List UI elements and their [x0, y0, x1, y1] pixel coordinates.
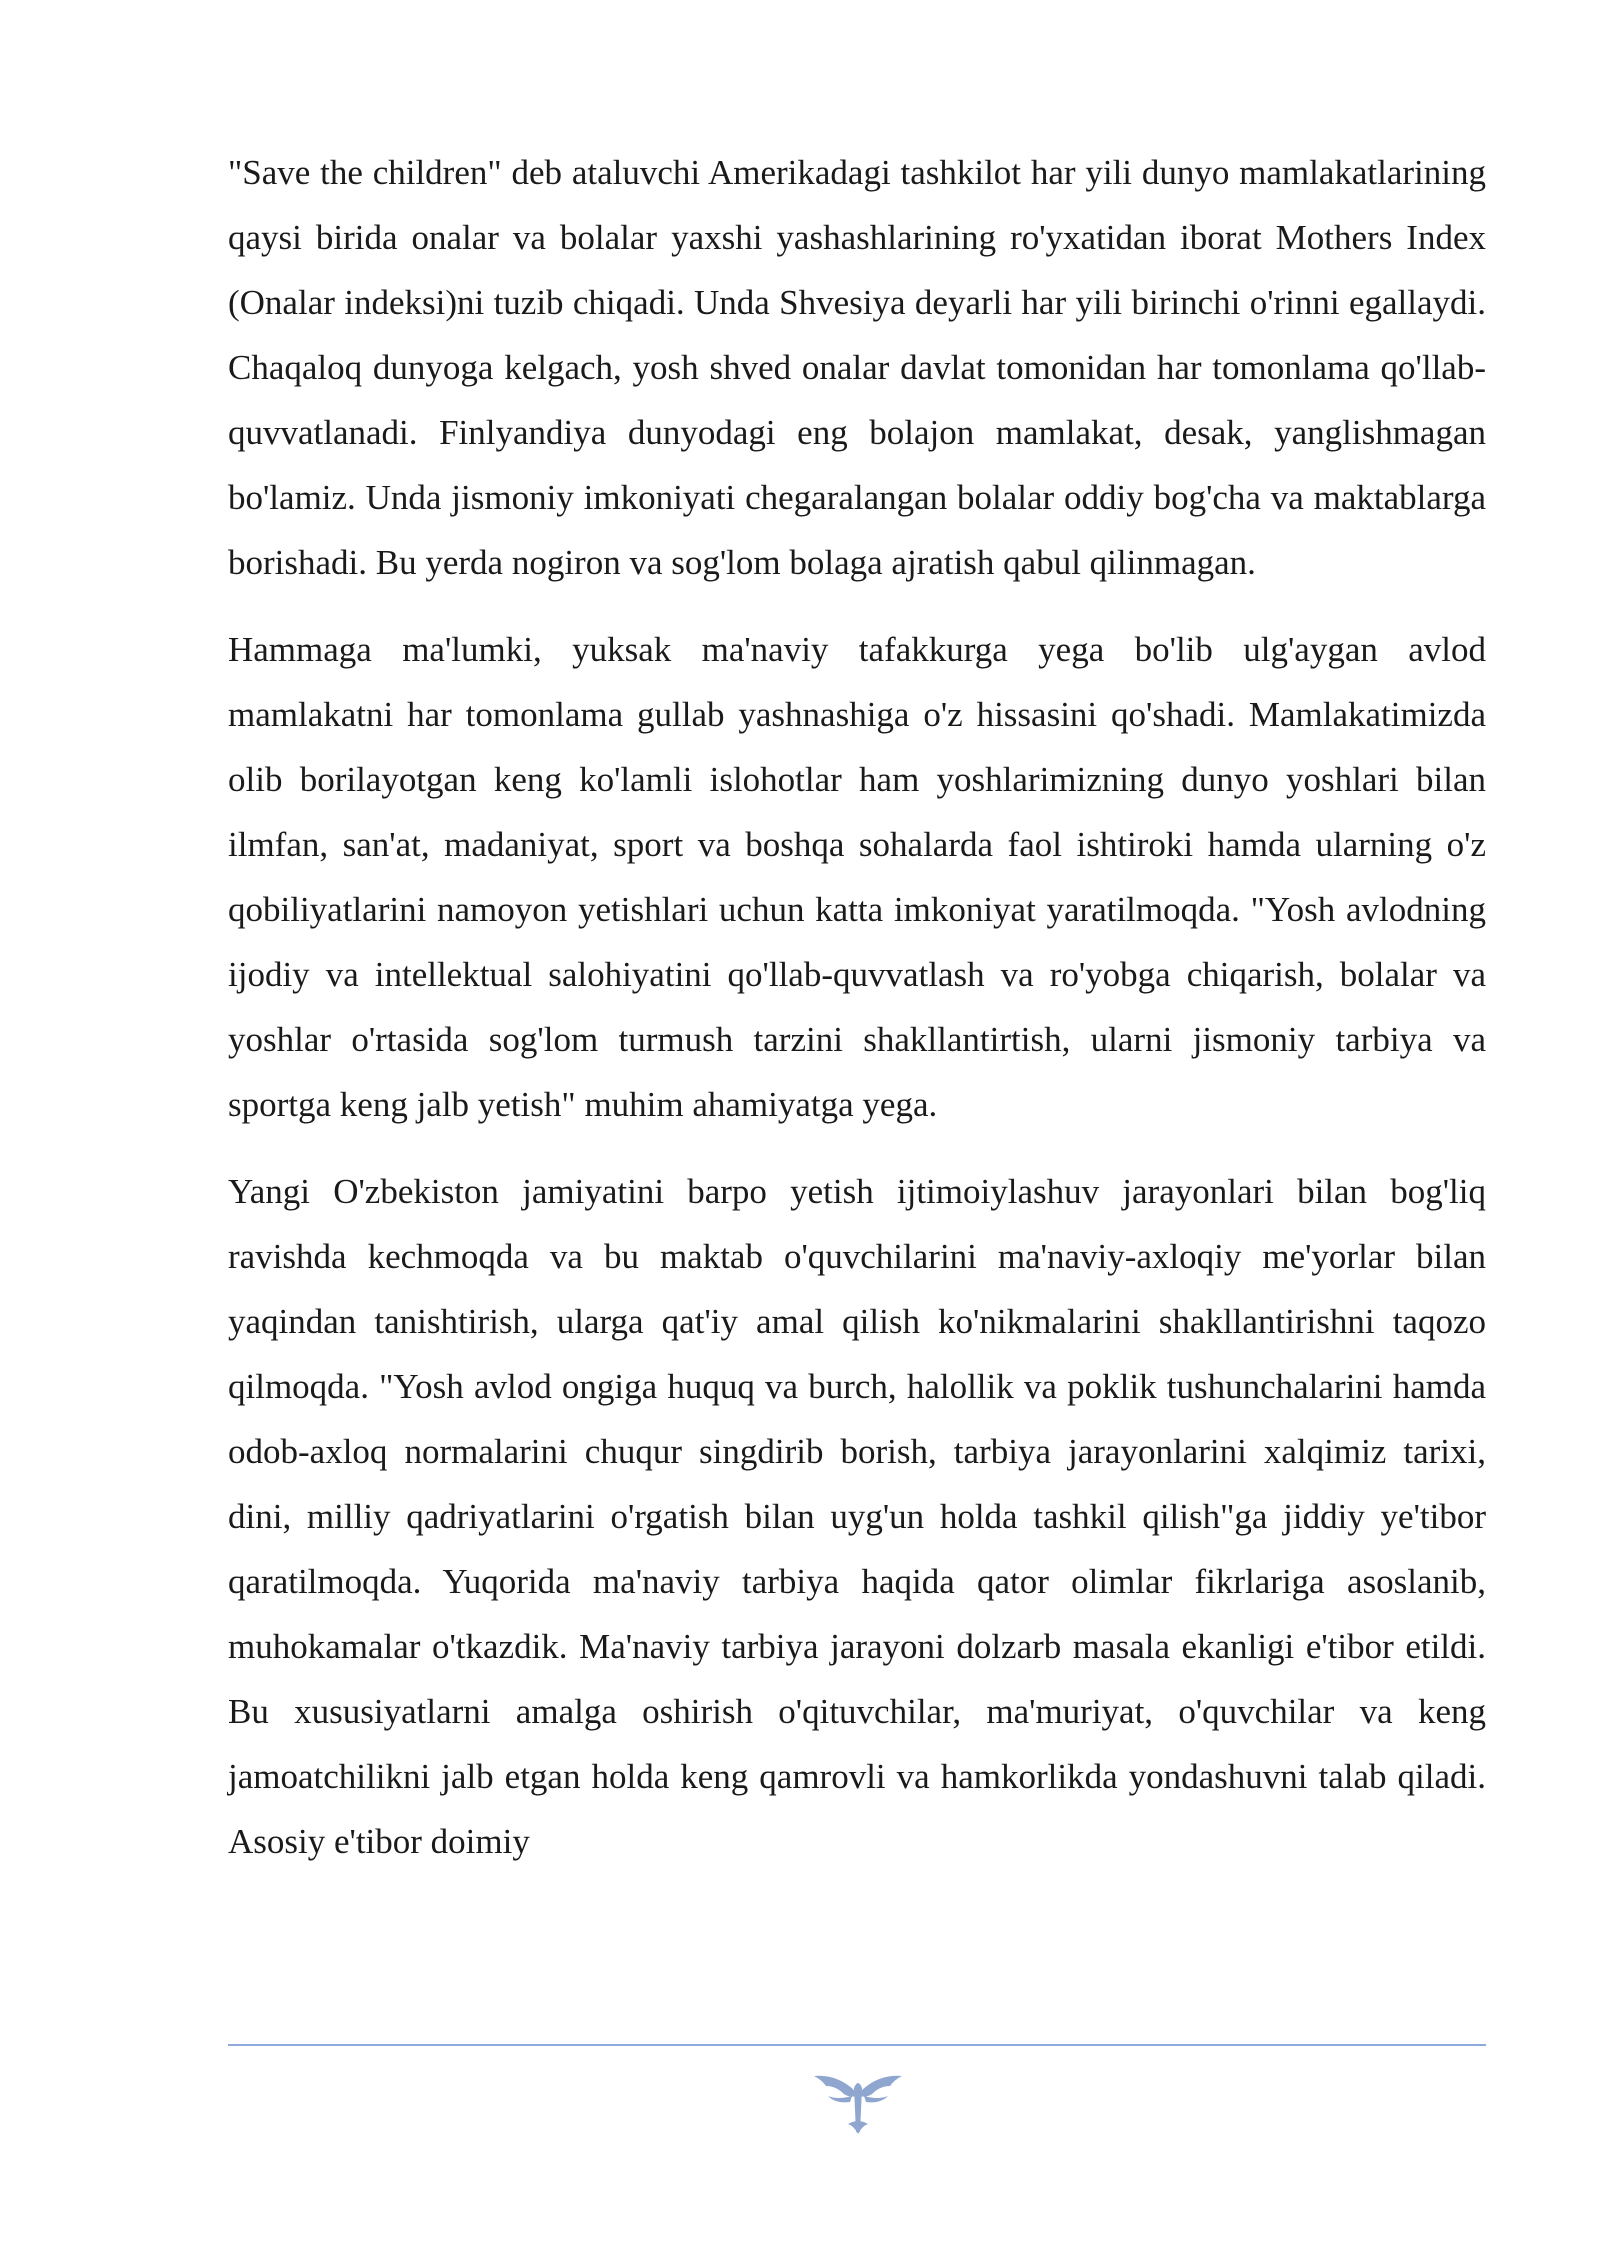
paragraph-3: Yangi O'zbekiston jamiyatini barpo yetish ijtimoiylashuv jarayonlari bilan bog'liq ravishda kechmoqda va bu maktab o'quvchilarini ma'naviy-axloqiy me'yorlar bilan yaqindan tanishtirish, ularga qat'iy amal qilish ko'nikmalarini shakllantirishni taqozo qilmoqda. "Yosh avlod ongiga huquq va burch, halollik va poklik tushunchalarini hamda odob-axloq normalarini chuqur singdirib borish, tarbiya jarayonlarini xalqimiz tarixi, dini, milliy qadriyatlarini o'rgatish bilan uyg'un holda tashkil qilish"ga jiddiy ye'tibor qaratilmoqda. Yuqorida ma'naviy tarbiya haqida qator olimlar fikrlariga asoslanib, muhokamalar o'tkazdik. Ma'naviy tarbiya jarayoni dolzarb masala ekanligi e'tibor etildi. Bu xususiyatlarni amalga oshirish o'qituvchilar, ma'muriyat, o'quvchilar va keng jamoatchilikni jalb etgan holda keng qamrovli va hamkorlikda yondashuvni talab qiladi. Asosiy e'tibor doimiy [228, 1172, 1486, 1861]
footer-divider [228, 2044, 1486, 2046]
fleur-ornament-icon [808, 2066, 908, 2136]
paragraph-2: Hammaga ma'lumki, yuksak ma'naviy tafakkurga yega bo'lib ulg'aygan avlod mamlakatni har tomonlama gullab yashnashiga o'z hissasini qo'shadi. Mamlakatimizda olib borilayotgan keng ko'lamli islohotlar ham yoshlarimizning dunyo yoshlari bilan ilmfan, san'at, madaniyat, sport va boshqa sohalarda faol ishtiroki hamda ularning o'z qobiliyatlarini namoyon yetishlari uchun katta imkoniyat yaratilmoqda. "Yosh avlodning ijodiy va intellektual salohiyatini qo'llab-quvvatlash va ro'yobga chiqarish, bolalar va yoshlar o'rtasida sog'lom turmush tarzini shakllantirtish, ularni jismoniy tarbiya va sportga keng jalb yetish" muhim ahamiyatga yega. [228, 630, 1486, 1124]
document-body [228, 140, 1486, 1896]
paragraph-1: "Save the children" deb ataluvchi Amerikadagi tashkilot har yili dunyo mamlakatlarining qaysi birida onalar va bolalar yaxshi yashashlarining ro'yxatidan iborat Mothers Index (Onalar indeksi)ni tuzib chiqadi. Unda Shvesiya deyarli har yili birinchi o'rinni egallaydi. Chaqaloq dunyoga kelgach, yosh shved onalar davlat tomonidan har tomonlama qo'llab-quvvatlanadi. Finlyandiya dunyodagi eng bolajon mamlakat, desak, yanglishmagan bo'lamiz. Unda jismoniy imkoniyati chegaralangan bolalar oddiy bog'cha va maktablarga borishadi. Bu yerda nogiron va sog'lom bolaga ajratish qabul qilinmagan. [228, 153, 1486, 582]
